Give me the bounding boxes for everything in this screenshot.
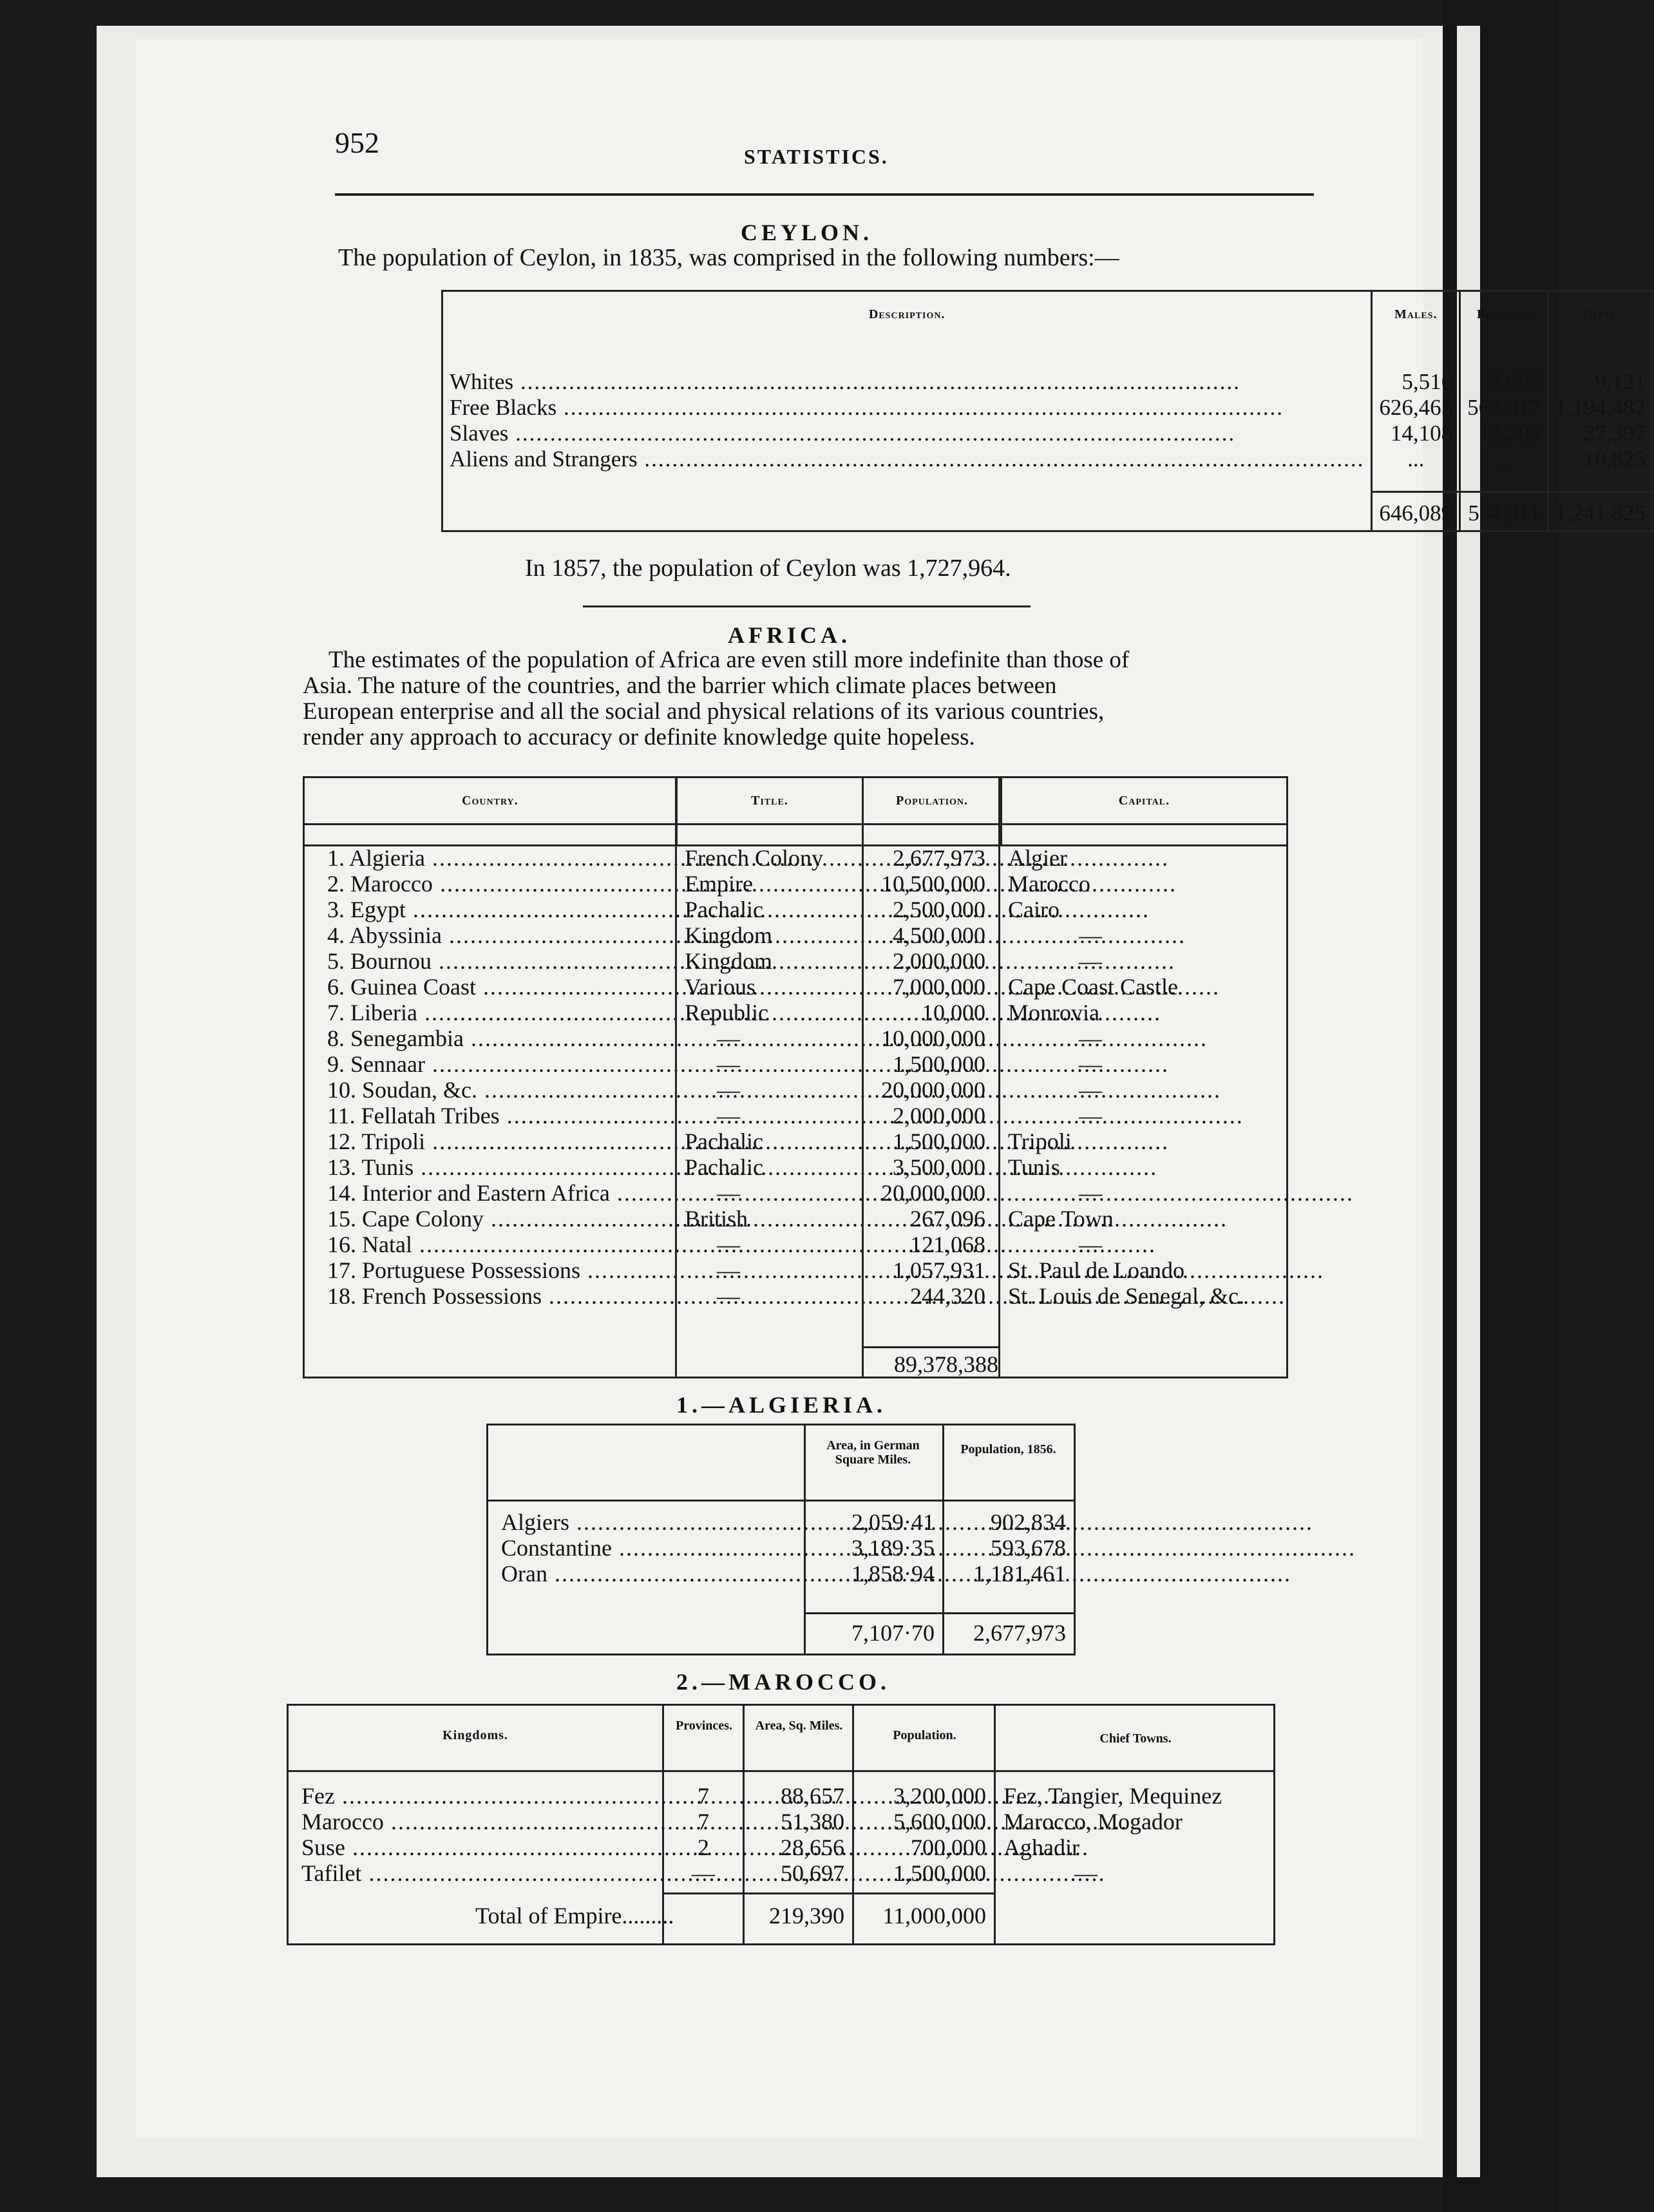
col-header-population: Population. — [893, 1728, 956, 1742]
kingdom-cell — [301, 1835, 659, 1860]
population-cell: 1,500,000 — [893, 1051, 985, 1077]
capital-cell: Algier — [1008, 845, 1067, 871]
title-cell: Empire — [685, 871, 753, 897]
title-cell: Pachalic — [685, 897, 763, 922]
title-cell: British — [685, 1206, 748, 1232]
title-cell: — — [717, 1025, 740, 1051]
table-row — [305, 1025, 1288, 1051]
chief-towns-cell: Fez, Tangier, Mequinez — [1003, 1783, 1222, 1809]
capital-cell: Tunis — [1008, 1154, 1060, 1180]
table-row — [442, 395, 1653, 421]
title-cell: — — [717, 1257, 740, 1283]
area-cell: 50,697 — [781, 1860, 844, 1886]
marocco-total-area: 219,390 — [769, 1903, 844, 1929]
col-header-title: Title. — [676, 777, 862, 825]
population-cell: 10,000,000 — [881, 1025, 985, 1051]
table-row — [289, 1783, 1273, 1809]
col-header-area: Area, Sq. Miles. — [755, 1719, 843, 1733]
capital-cell: St. Paul de Loando — [1008, 1257, 1184, 1283]
table-row — [305, 1000, 1288, 1025]
country-name: 13. Tunis — [327, 1154, 414, 1180]
population-cell: 902,834 — [991, 1509, 1066, 1535]
country-name: 11. Fellatah Tribes — [327, 1103, 500, 1129]
capital-cell: Monrovia — [1008, 1000, 1099, 1025]
country-cell — [305, 948, 669, 974]
area-cell: 3,189·35 — [851, 1535, 935, 1561]
country-name: 15. Cape Colony — [327, 1206, 484, 1232]
row-males: 5,516 — [1372, 369, 1460, 395]
chief-towns-cell: — — [1074, 1860, 1098, 1886]
population-cell: 1,500,000 — [893, 1860, 986, 1886]
capital-cell: — — [1079, 1103, 1102, 1129]
country-name: 17. Portuguese Possessions — [327, 1257, 581, 1283]
col-header-country: Country. — [304, 777, 677, 825]
header-rule — [289, 1770, 1273, 1772]
country-name: 5. Bournou — [327, 948, 432, 974]
paragraph-line: render any approach to accuracy or definite knowledge quite hopeless. — [303, 724, 975, 750]
capital-cell: — — [1079, 922, 1102, 948]
country-name: 7. Liberia — [327, 1000, 417, 1025]
marocco-total-population: 11,000,000 — [882, 1903, 986, 1929]
col-header-provinces: Provinces. — [676, 1719, 732, 1733]
country-cell — [305, 1077, 669, 1103]
capital-cell: — — [1079, 1051, 1102, 1077]
col-header-area: Area, in German Square Miles. — [826, 1438, 920, 1467]
total-label-text: Total of Empire — [475, 1903, 622, 1929]
header-rule — [335, 193, 1314, 196]
total-males: 646,089 — [1372, 491, 1460, 531]
table-row — [488, 1561, 1074, 1587]
row-total: 27,397 — [1583, 421, 1646, 446]
col-header-population: Population, 1856. — [960, 1442, 1056, 1456]
area-cell: 51,380 — [781, 1809, 844, 1835]
capital-cell: Cape Coast Castle — [1008, 974, 1178, 1000]
marocco-rows — [289, 1783, 1273, 1886]
row-females: 568,017 — [1460, 395, 1548, 421]
kingdom-name: Marocco — [301, 1809, 384, 1835]
col-header-total: Total. — [1580, 307, 1621, 321]
provinces-cell: 7 — [698, 1809, 709, 1835]
title-cell: — — [717, 1051, 740, 1077]
country-cell — [305, 1283, 669, 1309]
africa-paragraph — [303, 647, 1307, 750]
title-cell: Pachalic — [685, 1129, 763, 1154]
table-row — [442, 446, 1653, 472]
marocco-title: 2.—MAROCCO. — [676, 1669, 890, 1695]
table-row — [488, 1535, 1074, 1561]
africa-total-population: 89,378,388 — [862, 1346, 998, 1378]
population-cell: 3,500,000 — [893, 1154, 985, 1180]
region-cell — [501, 1561, 801, 1587]
title-cell: — — [717, 1283, 740, 1309]
population-cell: 1,057,931 — [893, 1257, 985, 1283]
title-cell: — — [717, 1103, 740, 1129]
algieria-title: 1.—ALGIERIA. — [676, 1392, 887, 1418]
population-cell: 121,068 — [910, 1232, 985, 1257]
row-total: 1,194,482 — [1555, 395, 1646, 420]
provinces-cell: 2 — [698, 1835, 709, 1860]
chief-towns-cell: Aghadir — [1003, 1835, 1079, 1860]
table-row — [442, 421, 1653, 446]
population-cell: 20,000,000 — [881, 1077, 985, 1103]
table-row — [305, 1154, 1288, 1180]
table-row — [305, 1129, 1288, 1154]
country-cell — [305, 845, 669, 871]
kingdom-name: Suse — [301, 1835, 346, 1860]
table-row — [442, 369, 1653, 395]
population-cell: 1,181,461 — [973, 1561, 1066, 1587]
population-cell: 20,000,000 — [881, 1180, 985, 1206]
table-row — [305, 1232, 1288, 1257]
region-cell — [501, 1509, 801, 1535]
total-rule — [662, 1893, 994, 1894]
capital-cell: St. Louis de Senegal, &c. — [1008, 1283, 1244, 1309]
country-cell — [305, 1257, 669, 1283]
title-cell: French Colony — [685, 845, 823, 871]
table-row — [305, 1103, 1288, 1129]
ceylon-title: CEYLON. — [741, 220, 873, 245]
table-row — [488, 1509, 1074, 1535]
table-row — [305, 1257, 1288, 1283]
population-cell: 700,000 — [911, 1835, 986, 1860]
population-cell: 2,000,000 — [893, 1103, 985, 1129]
table-row — [289, 1809, 1273, 1835]
running-title: STATISTICS. — [744, 145, 889, 168]
algieria-rows — [488, 1509, 1074, 1587]
paragraph-line: European enterprise and all the social and physical relations of its various countries, — [303, 698, 1105, 725]
table-row — [305, 1180, 1288, 1206]
col-header-population: Population. — [863, 777, 1002, 825]
country-cell — [305, 1103, 669, 1129]
ceylon-note: In 1857, the population of Ceylon was 1,727,964. — [525, 555, 1011, 582]
title-cell: Republic — [685, 1000, 768, 1025]
col-header-chief-towns: Chief Towns. — [1099, 1731, 1172, 1746]
title-cell: — — [717, 1232, 740, 1257]
row-description: Slaves — [450, 421, 509, 446]
totals-row — [442, 491, 1653, 531]
table-row — [305, 1051, 1288, 1077]
row-description: Free Blacks — [450, 395, 557, 420]
header-rule — [488, 1500, 1074, 1502]
country-name: 2. Marocco — [327, 871, 433, 897]
algieria-total-area: 7,107·70 — [804, 1612, 942, 1646]
row-total: 10,825 — [1583, 446, 1646, 472]
population-cell: 3,200,000 — [893, 1783, 986, 1809]
country-name: 12. Tripoli — [327, 1129, 426, 1154]
country-cell — [305, 1206, 669, 1232]
africa-title: AFRICA. — [728, 622, 851, 648]
ceylon-intro: The population of Ceylon, in 1835, was comprised in the following numbers:— — [338, 244, 1119, 271]
country-name: 10. Soudan, &c. — [327, 1077, 477, 1103]
kingdom-cell — [301, 1860, 659, 1886]
area-cell: 28,656 — [781, 1835, 844, 1860]
total-total: 1,241,825 — [1548, 491, 1653, 531]
table-row — [305, 922, 1288, 948]
capital-cell: — — [1079, 948, 1102, 974]
capital-cell: Marocco — [1008, 871, 1090, 897]
population-cell: 244,320 — [910, 1283, 985, 1309]
table-row — [305, 974, 1288, 1000]
capital-cell: — — [1079, 1077, 1102, 1103]
ceylon-table — [441, 290, 1654, 532]
area-cell: 88,657 — [781, 1783, 844, 1809]
row-females: 3,605 — [1460, 369, 1548, 395]
title-cell: — — [717, 1180, 740, 1206]
country-name: 1. Algieria — [327, 845, 425, 871]
algieria-table — [486, 1424, 1076, 1655]
table-row — [289, 1835, 1273, 1860]
country-cell — [305, 1232, 669, 1257]
provinces-cell: 7 — [698, 1783, 709, 1809]
title-cell: Pachalic — [685, 1154, 763, 1180]
population-cell: 267,096 — [910, 1206, 985, 1232]
area-cell: 2,059·41 — [851, 1509, 935, 1535]
country-cell — [305, 1025, 669, 1051]
capital-cell: — — [1079, 1180, 1102, 1206]
table-row — [305, 845, 1288, 871]
table-row — [305, 897, 1288, 922]
africa-col-divider — [675, 776, 677, 1378]
row-males: 626,465 — [1372, 395, 1460, 421]
title-cell: Kingdom — [685, 948, 773, 974]
region-name: Oran — [501, 1561, 547, 1587]
region-name: Algiers — [501, 1509, 569, 1535]
africa-col-divider — [998, 776, 1000, 1378]
country-cell — [305, 897, 669, 922]
population-cell: 4,500,000 — [893, 922, 985, 948]
row-females: ... — [1460, 446, 1548, 472]
population-cell: 2,677,973 — [893, 845, 985, 871]
kingdom-cell — [301, 1809, 659, 1835]
title-cell: Various — [685, 974, 756, 1000]
country-name: 9. Sennaar — [327, 1051, 425, 1077]
country-name: 16. Natal — [327, 1232, 412, 1257]
africa-rows — [305, 845, 1288, 1309]
population-cell: 2,000,000 — [893, 948, 985, 974]
col-header-kingdoms: Kingdoms. — [442, 1728, 508, 1742]
country-name: 6. Guinea Coast — [327, 974, 476, 1000]
row-females: 13,289 — [1460, 421, 1548, 446]
kingdom-name: Fez — [301, 1783, 335, 1809]
country-cell — [305, 1180, 669, 1206]
total-females: 584,911 — [1460, 491, 1548, 531]
kingdom-name: Tafilet — [301, 1860, 362, 1886]
row-males: ... — [1372, 446, 1460, 472]
row-description: Whites — [450, 369, 514, 394]
population-cell: 7,000,000 — [893, 974, 985, 1000]
capital-cell: Tripoli — [1008, 1129, 1072, 1154]
marocco-table — [287, 1704, 1275, 1945]
provinces-cell: — — [692, 1860, 715, 1886]
paragraph-line: The estimates of the population of Africa are even still more indefinite than those of — [328, 647, 1130, 673]
population-cell: 5,600,000 — [893, 1809, 986, 1835]
country-name: 18. French Possessions — [327, 1283, 542, 1309]
row-description: Aliens and Strangers — [450, 446, 638, 472]
table-row — [305, 1206, 1288, 1232]
capital-cell: — — [1079, 1025, 1102, 1051]
kingdom-cell — [301, 1783, 659, 1809]
col-header-capital: Capital. — [1118, 793, 1170, 808]
section-rule — [583, 605, 1031, 607]
title-cell: — — [717, 1077, 740, 1103]
country-name: 14. Interior and Eastern Africa — [327, 1180, 610, 1206]
title-cell: Kingdom — [685, 922, 773, 948]
capital-cell: Cairo — [1008, 897, 1060, 922]
table-row — [289, 1860, 1273, 1886]
population-cell: 593,678 — [991, 1535, 1066, 1561]
country-cell — [305, 1000, 669, 1025]
table-row — [305, 1077, 1288, 1103]
country-name: 4. Abyssinia — [327, 922, 442, 948]
country-cell — [305, 974, 669, 1000]
col-header-males: Males. — [1372, 291, 1460, 338]
table-row — [305, 948, 1288, 974]
africa-table — [303, 776, 1288, 846]
paragraph-line: Asia. The nature of the countries, and the barrier which climate places between — [303, 672, 1057, 699]
country-name: 8. Senegambia — [327, 1025, 464, 1051]
population-cell: 2,500,000 — [893, 897, 985, 922]
row-total: 9,121 — [1595, 369, 1646, 394]
col-header-description: Description. — [442, 291, 1372, 338]
country-cell — [305, 871, 669, 897]
chief-towns-cell: Marocco, Mogador — [1003, 1809, 1183, 1835]
country-name: 3. Egypt — [327, 897, 406, 922]
country-cell — [305, 1154, 669, 1180]
total-of-empire-label: Total of Empire......... — [475, 1903, 674, 1929]
col-header-females: Females. — [1460, 291, 1548, 338]
table-row — [305, 1283, 1288, 1309]
capital-cell: Cape Town — [1008, 1206, 1114, 1232]
region-name: Constantine — [501, 1535, 612, 1561]
population-cell: 1,500,000 — [893, 1129, 985, 1154]
page-number: 952 — [335, 126, 379, 159]
table-row — [305, 871, 1288, 897]
africa-col-divider — [862, 776, 864, 1378]
capital-cell: — — [1079, 1232, 1102, 1257]
country-cell — [305, 1129, 669, 1154]
country-cell — [305, 922, 669, 948]
algieria-total-population: 2,677,973 — [942, 1612, 1074, 1646]
area-cell: 1,858·94 — [851, 1561, 935, 1587]
country-cell — [305, 1051, 669, 1077]
population-cell: 10,000 — [922, 1000, 985, 1025]
row-males: 14,108 — [1372, 421, 1460, 446]
region-cell — [501, 1535, 801, 1561]
population-cell: 10,500,000 — [881, 871, 985, 897]
